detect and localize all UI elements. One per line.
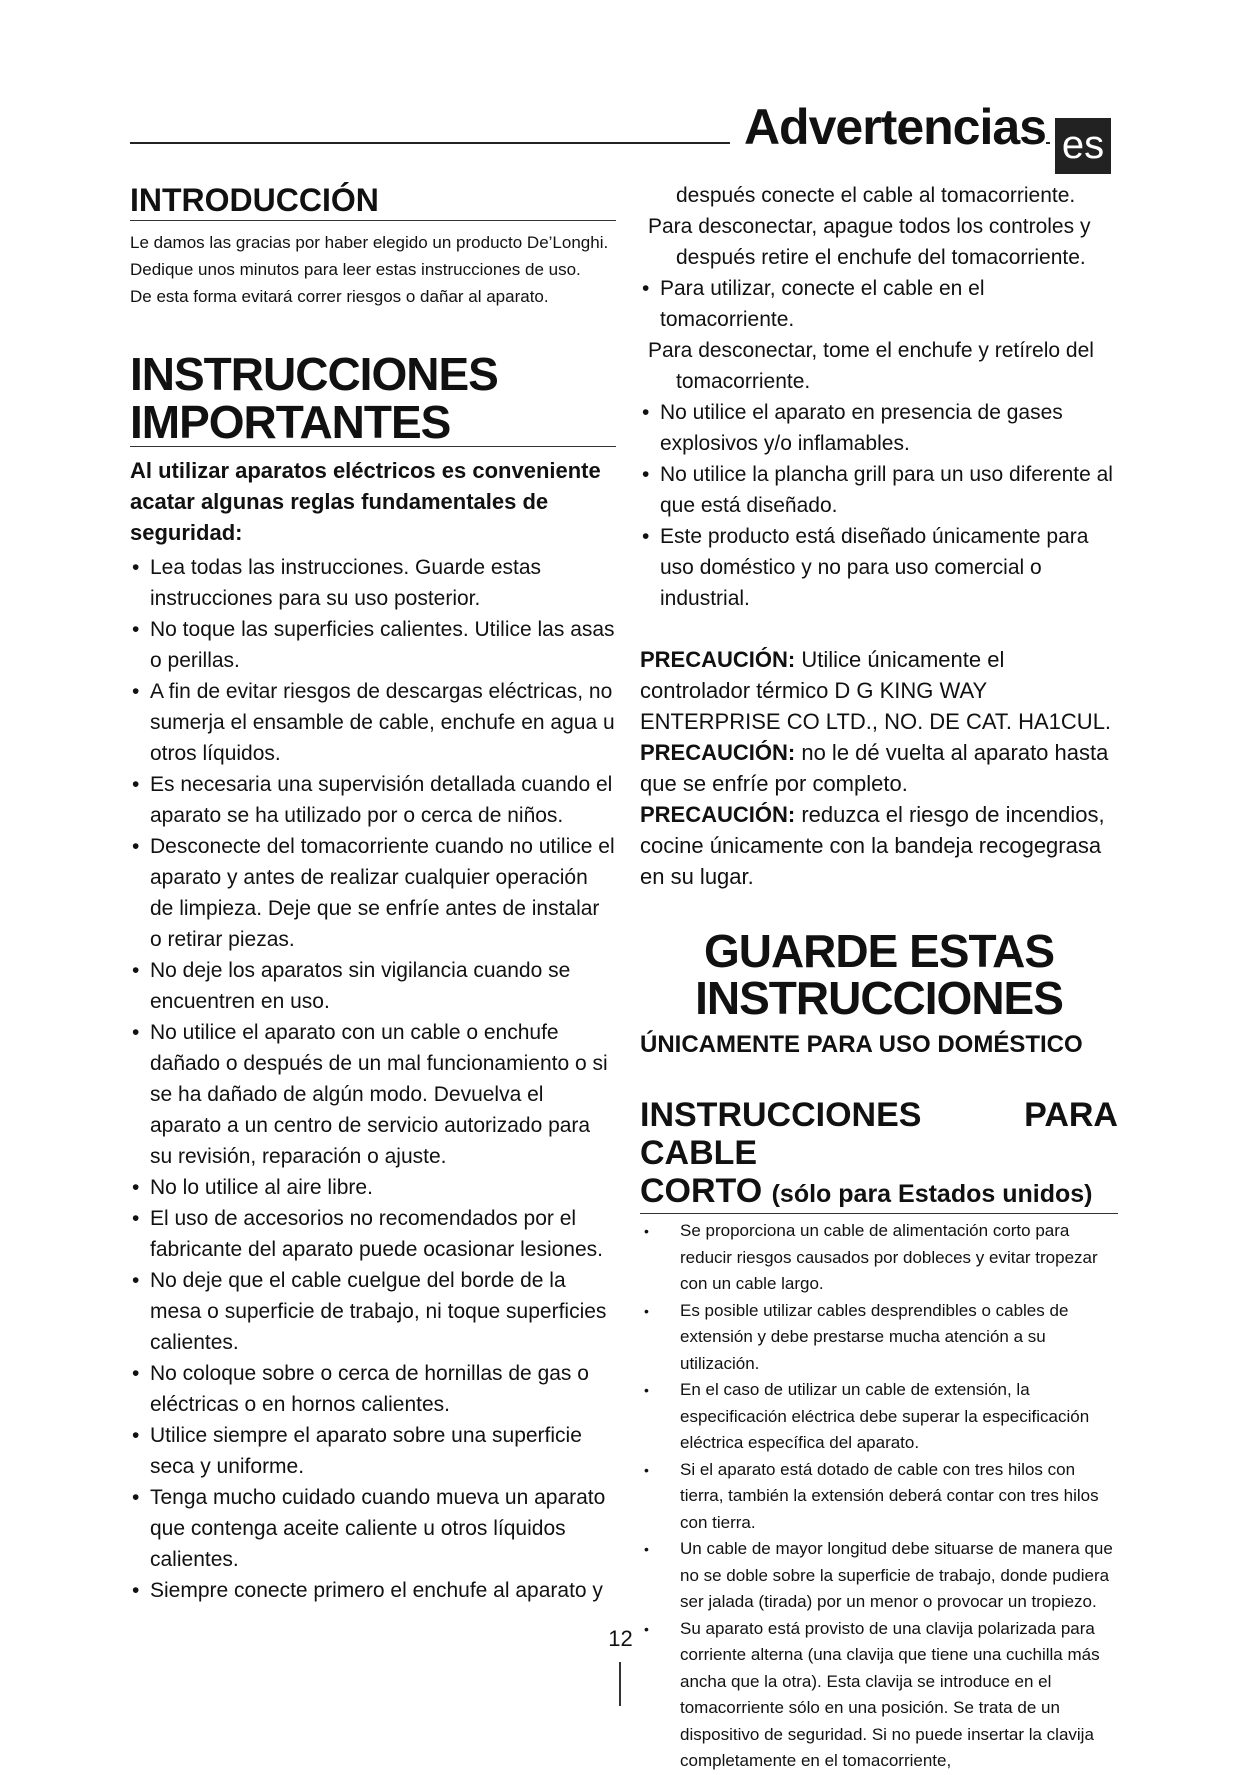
precautions [640, 644, 1118, 892]
safety-intro: Al utilizar aparatos eléctricos es conveniente acatar algunas reglas fundamentales de seguridad: [130, 458, 601, 545]
list-item: • Este producto está diseñado únicamente para uso doméstico y no para uso comercial o industrial. [640, 521, 1118, 614]
list-item: • No toque las superficies calientes. Utilice las asas o perillas. [130, 614, 616, 676]
list-item: • No deje los aparatos sin vigilancia cuando se encuentren en uso. [130, 955, 616, 1017]
list-item: • Siempre conecte primero el enchufe al aparato y [130, 1575, 616, 1606]
precaution-label: PRECAUCIÓN: [640, 647, 796, 672]
precaution-note [640, 799, 1118, 892]
list-item: • Se proporciona un cable de alimentación corto para reducir riesgos causados por dobleces y evitar tropezar con un cable largo. [640, 1218, 1118, 1298]
list-item: • Desconecte del tomacorriente cuando no utilice el aparato y antes de realizar cualquier operación de limpieza. Deje que se enfríe antes de instalar o retirar piezas. [130, 831, 616, 955]
precaution-text: reduzca el riesgo de incendios, cocine únicamente con la bandeja recogegrasa en su lugar. [640, 802, 1105, 889]
heading-line: GUARDE ESTAS [703, 925, 1055, 977]
heading-line: IMPORTANTES [130, 396, 451, 448]
list-item: • El uso de accesorios no recomendados por el fabricante del aparato puede ocasionar lesiones. [130, 1203, 616, 1265]
short-cable-heading [640, 1096, 1118, 1214]
page-number: 12 [608, 1626, 633, 1651]
heading-line: INSTRUCCIONES [695, 972, 1063, 1024]
important-instructions-heading [130, 350, 616, 447]
list-item: • Es posible utilizar cables desprendibles o cables de extensión y debe prestarse mucha atención a su utilización. [640, 1298, 1118, 1378]
precaution-text: Utilice únicamente el controlador térmico D G KING WAY ENTERPRISE CO LTD., NO. DE CAT. HA1CUL. [640, 647, 1112, 734]
intro-line: De esta forma evitará correr riesgos o dañar al aparato. [130, 287, 549, 306]
footer-rule [619, 1662, 621, 1706]
list-item: • Es necesaria una supervisión detallada cuando el aparato se ha utilizado por o cerca de niños. [130, 769, 616, 831]
list-item: • Si el aparato está dotado de cable con tres hilos con tierra, también la extensión deberá contar con tres hilos con tierra. [640, 1457, 1118, 1537]
precaution-note [640, 737, 1118, 799]
heading-line: INSTRUCCIONES PARA CABLE [640, 1096, 1118, 1172]
usage-rules-list-b [640, 397, 1118, 614]
continuation-line: Para desconectar, tome el enchufe y retírelo del [648, 339, 1094, 362]
list-item: • No deje que el cable cuelgue del borde de la mesa o superficie de trabajo, ni toque superficies calientes. [130, 1265, 616, 1358]
continuation-line: después conecte el cable al tomacorriente. [676, 184, 1076, 207]
continuation-line: después retire el enchufe del tomacorriente. [676, 246, 1086, 269]
domestic-use-heading: ÚNICAMENTE PARA USO DOMÉSTICO [640, 1031, 1083, 1058]
precaution-note [640, 644, 1118, 737]
save-instructions-heading [640, 925, 1118, 1024]
list-item: • Su aparato está provisto de una clavija polarizada para corriente alterna (una clavija que tiene una cuchilla más ancha que la otra). Esta clavija se introduce en el tomacorriente sólo en una posición. Se trata de un dispositivo de seguridad. Si no puede insertar la clavija completamente en el tomacorriente, [640, 1616, 1118, 1775]
intro-line: Dedique unos minutos para leer estas instrucciones de uso. [130, 260, 581, 279]
precaution-text: no le dé vuelta al aparato hasta que se enfríe por completo. [640, 740, 1109, 796]
list-item: • No utilice la plancha grill para un uso diferente al que está diseñado. [640, 459, 1118, 521]
right-column [640, 180, 1118, 1775]
list-item: • No utilice el aparato en presencia de gases explosivos y/o inflamables. [640, 397, 1118, 459]
heading-note: (sólo para Estados unidos) [771, 1180, 1093, 1208]
list-item: • Lea todas las instrucciones. Guarde estas instrucciones para su uso posterior. [130, 552, 616, 614]
usage-rules-list-a [640, 273, 1118, 335]
page-title: Advertencias [730, 98, 1046, 156]
heading-line: CORTO [640, 1172, 763, 1210]
list-item: • A fin de evitar riesgos de descargas eléctricas, no sumerja el ensamble de cable, enchufe en agua u otros líquidos. [130, 676, 616, 769]
list-item: • No lo utilice al aire libre. [130, 1172, 616, 1203]
left-column [130, 180, 616, 1606]
continuation-line: Para desconectar, apague todos los controles y [648, 215, 1091, 238]
precaution-label: PRECAUCIÓN: [640, 740, 796, 765]
intro-line: Le damos las gracias por haber elegido un producto De’Longhi. [130, 233, 609, 252]
list-item: • Para utilizar, conecte el cable en el tomacorriente. [640, 273, 1118, 335]
list-item: • Tenga mucho cuidado cuando mueva un aparato que contenga aceite caliente u otros líquidos calientes. [130, 1482, 616, 1575]
intro-text [130, 229, 616, 310]
continuation-line: tomacorriente. [676, 370, 811, 393]
list-item: • No utilice el aparato con un cable o enchufe dañado o después de un mal funcionamiento o si se ha dañado de algún modo. Devuelva el aparato a un centro de servicio autorizado para su revisión, reparación o ajuste. [130, 1017, 616, 1172]
list-item: • No coloque sobre o cerca de hornillas de gas o eléctricas o en hornos calientes. [130, 1358, 616, 1420]
language-badge: es [1055, 118, 1111, 174]
intro-heading: INTRODUCCIÓN [130, 180, 616, 221]
list-item: • Un cable de mayor longitud debe situarse de manera que no se doble sobre la superficie de trabajo, donde pudiera ser jalada (tirada) por un menor o provocar un tropiezo. [640, 1536, 1118, 1616]
precaution-label: PRECAUCIÓN: [640, 802, 796, 827]
list-item: • Utilice siempre el aparato sobre una superficie seca y uniforme. [130, 1420, 616, 1482]
list-item: • En el caso de utilizar un cable de extensión, la especificación eléctrica debe superar la especificación eléctrica específica del aparato. [640, 1377, 1118, 1457]
heading-line: INSTRUCCIONES [130, 348, 498, 400]
cable-rules-list [640, 1218, 1118, 1775]
safety-rules-list [130, 552, 616, 1606]
